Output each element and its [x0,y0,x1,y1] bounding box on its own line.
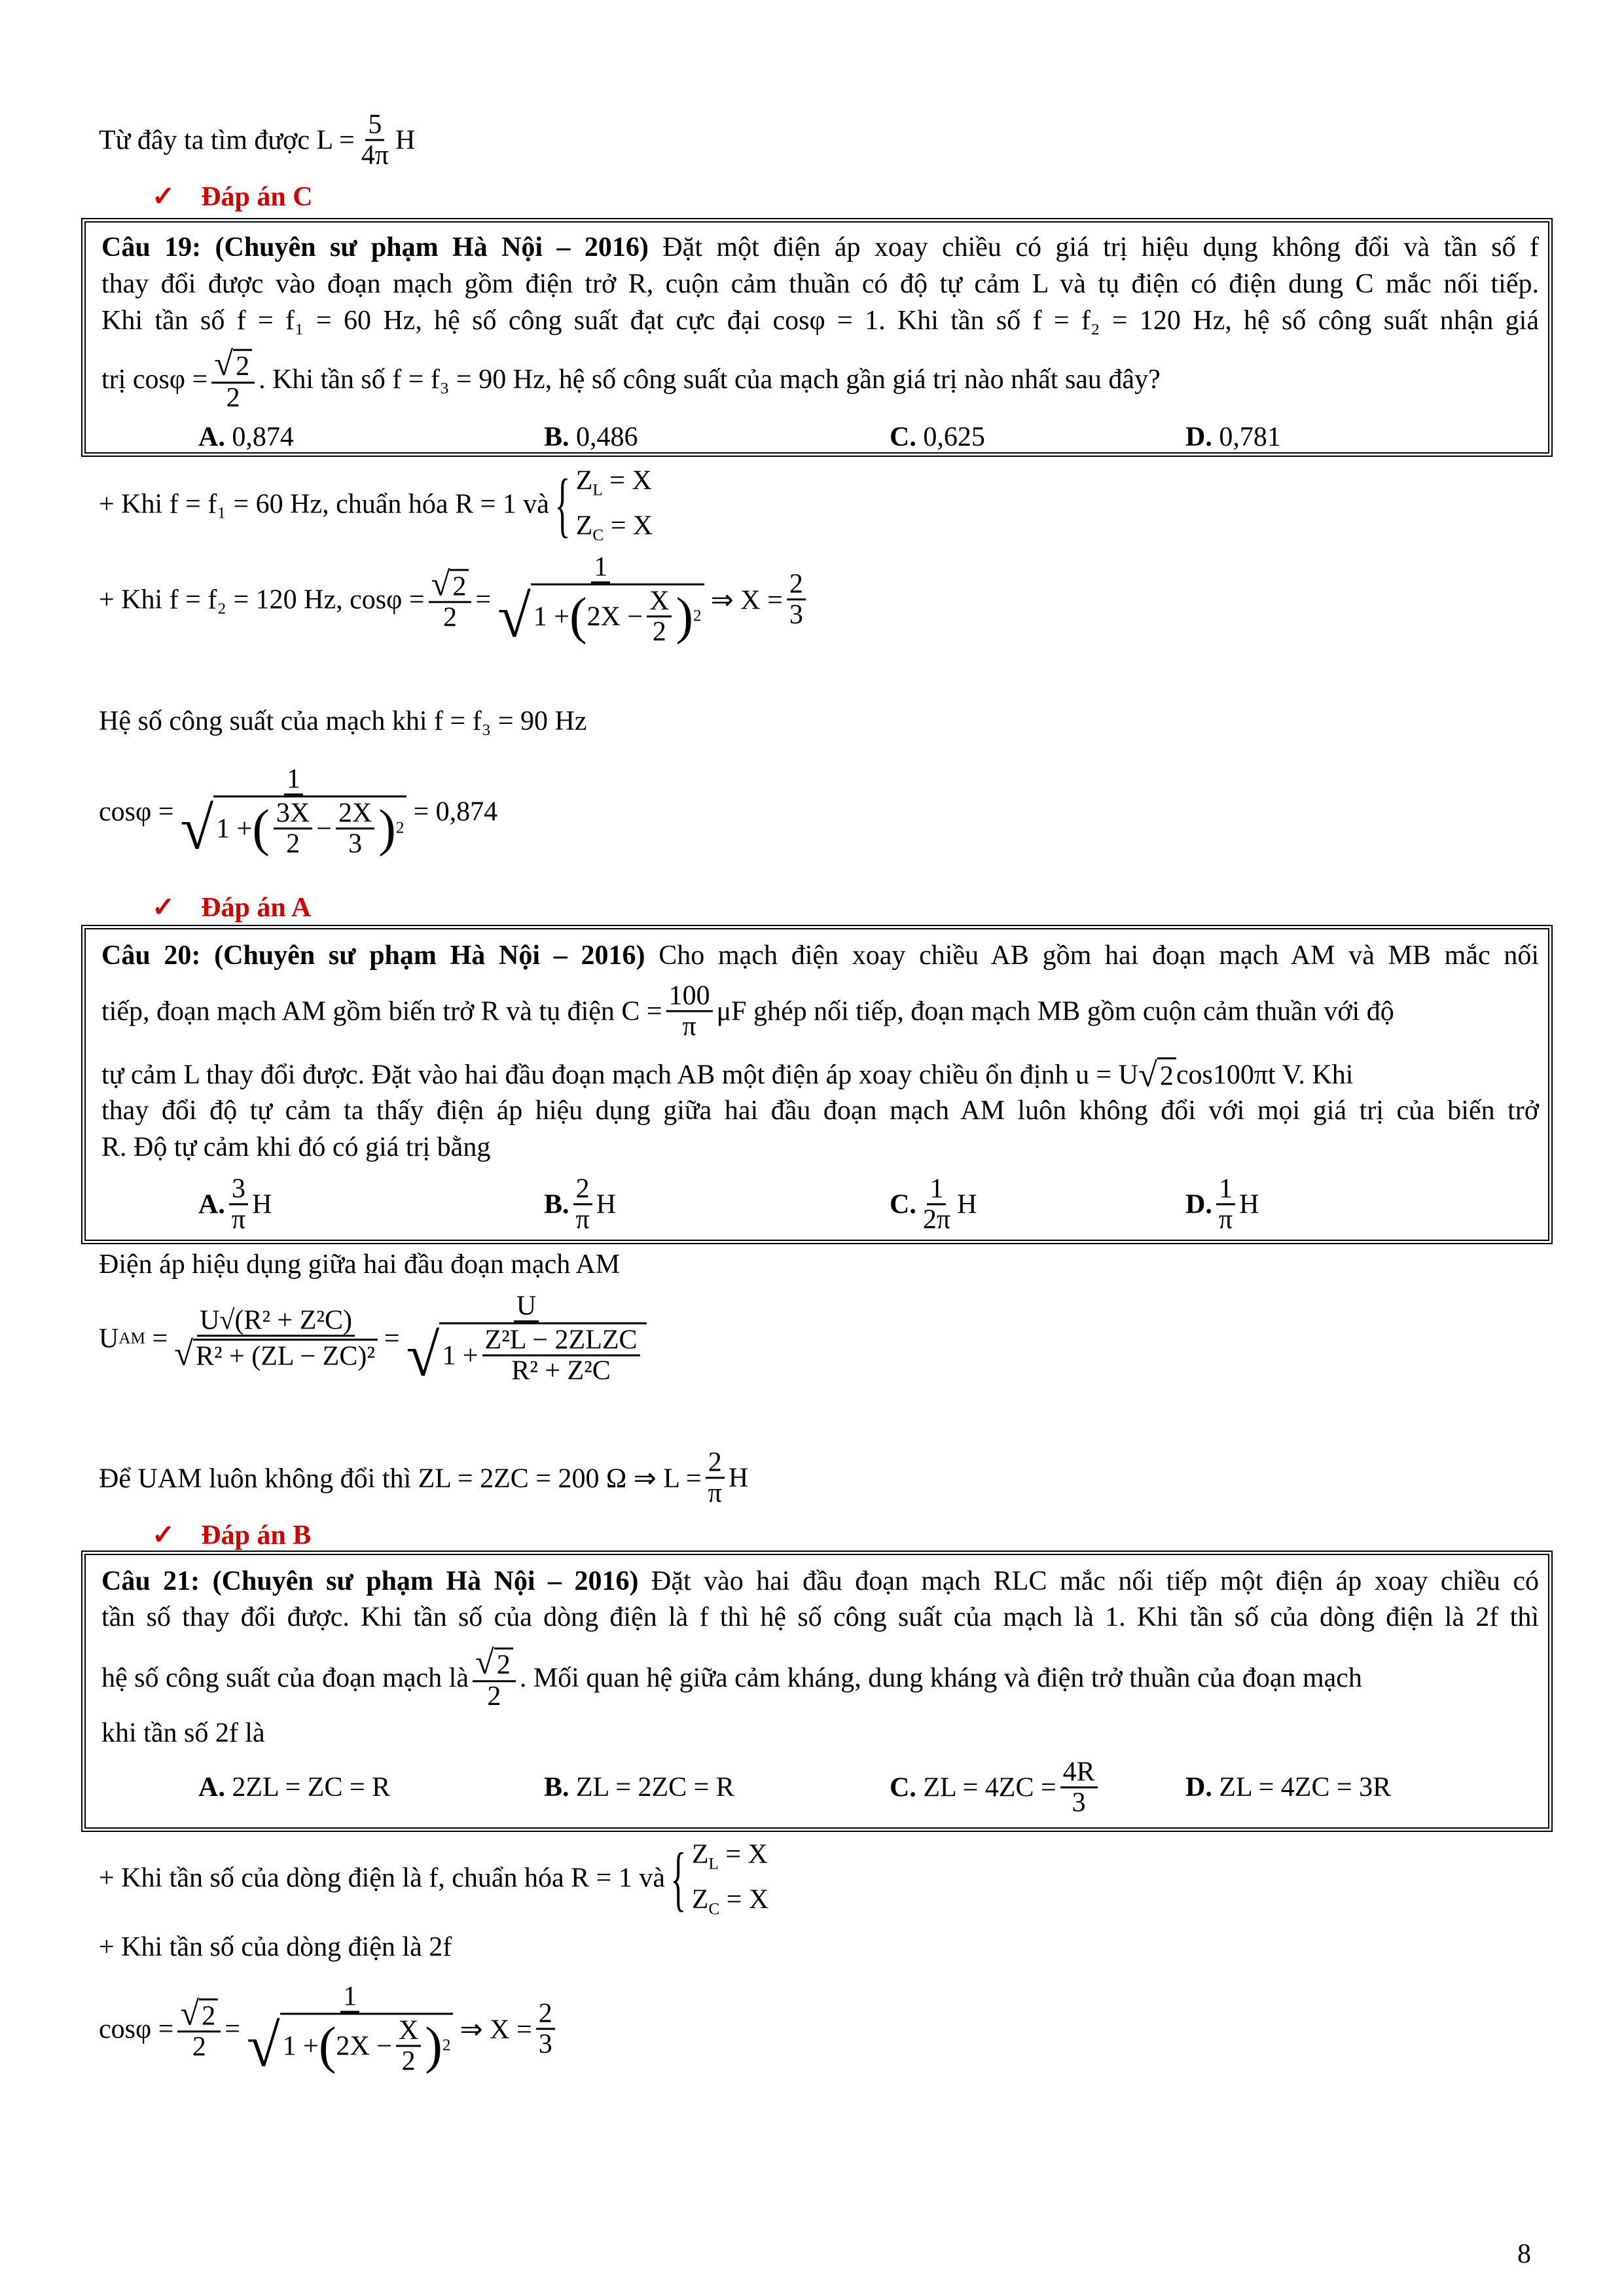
sol19-step1: + Khi f = f₁ = 60 Hz, chuẩn hóa R = 1 và { $Z_L = X$ $Z_C = X$ [99,464,653,545]
intro-line [99,110,415,170]
q20-line5: R. Độ tự cảm khi đó có giá trị bằng [101,1132,491,1162]
q19-line1: Câu 19: (Chuyên sư phạm Hà Nội – 2016) Đặt một điện áp xoay chiều có giá trị hiệu dụng không đổi và tần số f [101,232,1539,262]
q21-option-b[interactable]: B. ZL = 2ZC = R [544,1772,734,1803]
sol20-step1: Điện áp hiệu dụng giữa hai đầu đoạn mạch AM [99,1249,621,1280]
check-icon: ✓ [152,182,175,212]
answer-q18: ✓ Đáp án C [152,182,313,212]
q20-line1: Câu 20: (Chuyên sư phạm Hà Nội – 2016) Cho mạch điện xoay chiều AB gồm hai đoạn mạch AM và MB mắc nối [101,941,1540,971]
sol21-step3: cosφ = √ 2 2 = 1 √ 1 + ( 2X − $\frac{X}{2}$ ) 2 ⇒ X = $\frac{2}{3}$ [99,1982,559,2075]
q21-option-a[interactable]: A. 2ZL = ZC = R [198,1772,391,1803]
q21-line4: khi tần số 2f là [101,1718,265,1748]
unit: H [395,125,416,155]
q20-option-a[interactable]: A. $\frac{3}{\pi}$ H [198,1174,272,1235]
q21-line2: tần số thay đổi được. Khi tần số của dòng điện là f thì hệ số công suất của mạch là 1. Khi tần số của dòng điện là 2f thì [101,1602,1539,1632]
q20-option-c[interactable]: C. $\frac{1}{2\pi}$ H [890,1174,977,1235]
q21-line1: Câu 21: (Chuyên sư phạm Hà Nội – 2016) Đặt vào hai đầu đoạn mạch RLC mắc nối tiếp một điện áp xoay chiều có [101,1566,1540,1596]
question-19-box [81,218,1553,457]
sol20-formula: U AM = U√(R² + Z²C) √ R² + (ZL − ZC)² = U √ 1 + $\frac{\text{Z²L − 2ZLZC}}{\text{R² + Z²C}}$ [99,1291,653,1385]
page-number: 8 [1517,2239,1531,2269]
sol20-step2: Để UAM luôn không đổi thì ZL = 2ZC = 200 Ω ⇒ L = $\frac{2}{\pi}$ H [99,1447,749,1509]
q19-option-c[interactable]: C. 0,625 [890,422,985,452]
sol19-step3: Hệ số công suất của mạch khi f = f₃ = 90 Hz [99,706,587,736]
sol19-step4: cosφ = 1 √ 1 + ( $\frac{3X}{2}$ − $\frac{2X}{3}$ ) 2 = 0,874 [99,764,498,862]
q19-option-b[interactable]: B. 0,486 [544,422,638,452]
q19-option-a[interactable]: A. 0,874 [198,422,294,452]
answer-q19: ✓ Đáp án A [152,893,312,923]
q21-line3: hệ số công suất của đoạn mạch là √ 2 2 . Mối quan hệ giữa cảm kháng, dung kháng và điện trở thuần của đoạn mạch [101,1643,1362,1712]
q21-option-c[interactable]: C. ZL = 4ZC = $\frac{4R}{3}$ [890,1757,1102,1817]
sol21-step1: + Khi tần số của dòng điện là f, chuẩn hóa R = 1 và { $Z_L = X$ $Z_C = X$ [99,1838,769,1918]
sol19-step2: + Khi f = f₂ = 120 Hz, cosφ = √ 2 2 = 1 √ 1 + ( 2X − $\frac{X}{2}$ ) 2 ⇒ X = $\frac{2}{3}$ [99,552,810,646]
formula: L = [316,125,355,155]
q19-option-d[interactable]: D. 0,781 [1185,422,1281,452]
q19-line2: thay đổi được vào đoạn mạch gồm điện trở R, cuộn cảm thuần có độ tự cảm L và tụ điện có điện dung C mắc nối tiếp. [101,269,1539,299]
fraction: $\frac{5}{4\pi}$ [361,109,389,171]
answer-q20: ✓ Đáp án B [152,1520,312,1551]
q20-option-b[interactable]: B. $\frac{2}{\pi}$ H [544,1174,617,1235]
check-icon: ✓ [152,1520,175,1551]
sol21-step2: + Khi tần số của dòng điện là 2f [99,1932,452,1962]
q20-option-d[interactable]: D. $\frac{1}{\pi}$ H [1185,1174,1259,1235]
q19-line3: Khi tần số f = f₁ = 60 Hz, hệ số công suất đạt cực đại cosφ = 1. Khi tần số f = f₂ = 120 Hz, hệ số công suất nhận giá [101,306,1539,336]
intro-text: Từ đây ta tìm được [99,125,310,155]
q20-line4: thay đổi độ tự cảm ta thấy điện áp hiệu dụng giữa hai đầu đoạn mạch AM luôn không đổi với mọi giá trị của biến trở [101,1096,1539,1126]
q19-line4: trị cosφ = √ 2 2 . Khi tần số f = f₃ = 90 Hz, hệ số công suất của mạch gần giá trị nào nhất sau đây? [101,345,1161,413]
question-20-box [81,925,1553,1244]
check-icon: ✓ [152,893,175,923]
question-21-box [81,1551,1553,1832]
q20-line2: tiếp, đoạn mạch AM gồm biến trở R và tụ điện C = $\frac{100}{\pi}$ μF ghép nối tiếp, đoạn mạch MB gồm cuộn cảm thuần với độ [101,980,1394,1042]
q20-line3: tự cảm L thay đổi được. Đặt vào hai đầu đoạn mạch AB một điện áp xoay chiều ổn định u = U √ 2 cos100πt V. Khi [101,1056,1354,1094]
q21-option-d[interactable]: D. ZL = 4ZC = 3R [1185,1772,1392,1803]
